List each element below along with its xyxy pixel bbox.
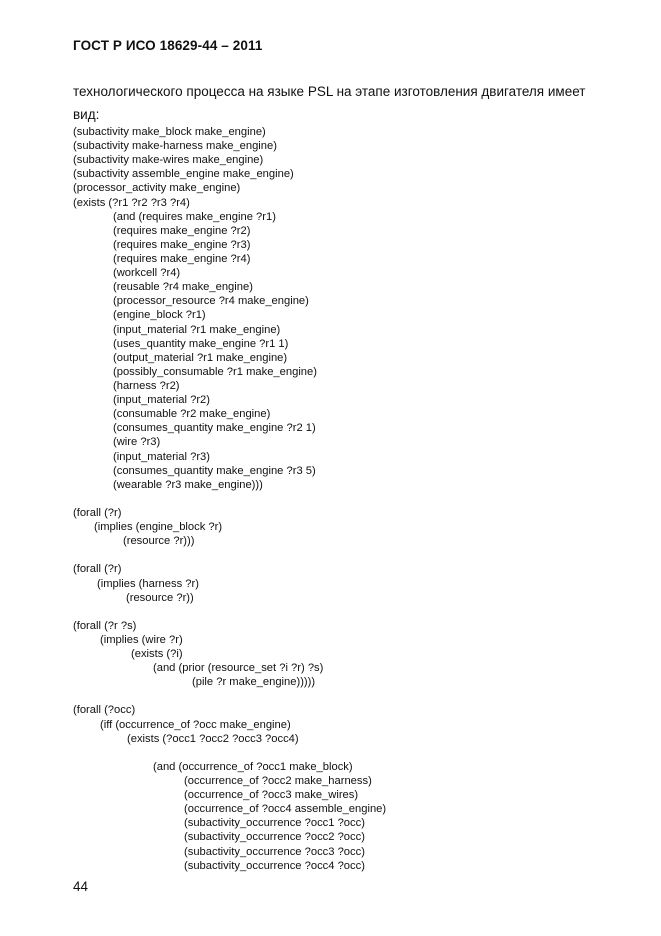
code-line: (workcell ?r4) bbox=[113, 267, 181, 280]
blank-line bbox=[73, 746, 386, 760]
code-line: (implies (engine_block ?r) bbox=[94, 521, 223, 534]
psl-code-block bbox=[73, 125, 386, 873]
code-line: (iff (occurrence_of ?occ make_engine) bbox=[100, 718, 291, 731]
blank-line bbox=[73, 492, 386, 506]
code-line: (and (occurrence_of ?occ1 make_block) bbox=[153, 760, 353, 773]
code-line: (subactivity assemble_engine make_engine) bbox=[73, 168, 294, 181]
code-line: (exists (?r1 ?r2 ?r3 ?r4) bbox=[73, 196, 190, 209]
intro-line: вид: bbox=[73, 107, 100, 122]
code-line: (occurrence_of ?occ4 assemble_engine) bbox=[184, 803, 387, 816]
code-line: (consumes_quantity make_engine ?r2 1) bbox=[113, 422, 316, 435]
code-line: (subactivity_occurrence ?occ1 ?occ) bbox=[184, 817, 365, 830]
blank-line bbox=[73, 689, 386, 703]
code-line: (harness ?r2) bbox=[113, 379, 180, 392]
code-line: (subactivity_occurrence ?occ2 ?occ) bbox=[184, 831, 365, 844]
code-line: (resource ?r)) bbox=[126, 591, 194, 604]
code-line: (subactivity_occurrence ?occ3 ?occ) bbox=[184, 845, 365, 858]
code-line: (processor_resource ?r4 make_engine) bbox=[113, 295, 309, 308]
code-line: (requires make_engine ?r3) bbox=[113, 238, 251, 251]
code-line: (reusable ?r4 make_engine) bbox=[113, 281, 253, 294]
code-line: (requires make_engine ?r4) bbox=[113, 252, 251, 265]
code-line: (consumable ?r2 make_engine) bbox=[113, 408, 271, 421]
code-line: (engine_block ?r1) bbox=[113, 309, 206, 322]
code-line: (processor_activity make_engine) bbox=[73, 182, 241, 195]
code-line: (and (requires make_engine ?r1) bbox=[113, 210, 276, 223]
code-line: (possibly_consumable ?r1 make_engine) bbox=[113, 365, 317, 378]
code-line: (resource ?r))) bbox=[123, 535, 195, 548]
code-line: (implies (harness ?r) bbox=[97, 577, 199, 590]
code-line: (forall (?occ) bbox=[73, 704, 136, 717]
code-line: (exists (?i) bbox=[131, 648, 183, 661]
code-line: (wire ?r3) bbox=[113, 436, 161, 449]
code-line: (forall (?r) bbox=[73, 563, 122, 576]
code-line: (consumes_quantity make_engine ?r3 5) bbox=[113, 464, 316, 477]
code-line: (implies (wire ?r) bbox=[100, 633, 183, 646]
intro-paragraph bbox=[73, 80, 633, 126]
code-line: (output_material ?r1 make_engine) bbox=[113, 351, 288, 364]
code-line: (subactivity make_block make_engine) bbox=[73, 126, 266, 138]
code-line: (uses_quantity make_engine ?r1 1) bbox=[113, 337, 289, 350]
code-line: (subactivity_occurrence ?occ4 ?occ) bbox=[184, 859, 365, 872]
code-line: (occurrence_of ?occ2 make_harness) bbox=[184, 775, 372, 788]
code-line: (input_material ?r1 make_engine) bbox=[113, 323, 281, 336]
code-line: (exists (?occ1 ?occ2 ?occ3 ?occ4) bbox=[127, 732, 299, 745]
code-line: (and (prior (resource_set ?i ?r) ?s) bbox=[153, 662, 324, 675]
blank-line bbox=[73, 548, 386, 562]
code-line: (forall (?r ?s) bbox=[73, 619, 137, 632]
blank-line bbox=[73, 605, 386, 619]
code-line: (wearable ?r3 make_engine))) bbox=[113, 478, 263, 491]
page-header: ГОСТ Р ИСО 18629-44 – 2011 bbox=[73, 38, 263, 53]
page-number: 44 bbox=[73, 879, 89, 894]
code-line: (input_material ?r2) bbox=[113, 394, 211, 407]
code-line: (pile ?r make_engine))))) bbox=[192, 676, 316, 689]
code-line: (requires make_engine ?r2) bbox=[113, 224, 251, 237]
code-line: (forall (?r) bbox=[73, 506, 122, 519]
intro-line: технологического процесса на языке PSL на этапе изготовления двигателя имеет bbox=[73, 84, 586, 99]
code-line: (subactivity make-wires make_engine) bbox=[73, 154, 264, 167]
code-line: (occurrence_of ?occ3 make_wires) bbox=[184, 789, 359, 802]
code-line: (subactivity make-harness make_engine) bbox=[73, 140, 277, 153]
code-line: (input_material ?r3) bbox=[113, 450, 211, 463]
